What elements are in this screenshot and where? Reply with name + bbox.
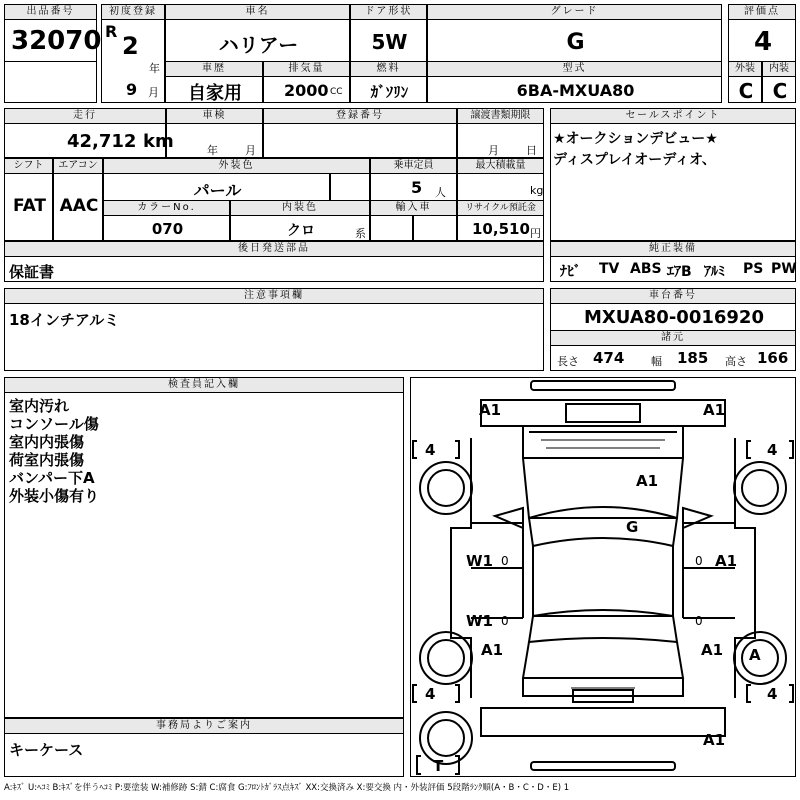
- tire-front-left: 4: [425, 441, 436, 459]
- transfer-day-unit: 日: [526, 144, 537, 157]
- capacity-unit: 人: [435, 186, 446, 199]
- office-note: キーケース: [9, 741, 84, 759]
- chassis-cell: [550, 303, 796, 331]
- ext-color-extra-cell: [330, 173, 370, 201]
- int-color-header: 内装色: [230, 200, 370, 216]
- shift-cell: [4, 173, 53, 241]
- reg-month: 9: [126, 80, 138, 99]
- insp-year-unit: 年: [207, 144, 218, 157]
- displacement-header: 排気量: [263, 61, 350, 77]
- mark-left-front-door: W1: [466, 552, 493, 570]
- tire-rear-right: 4: [767, 685, 778, 703]
- equip-alloy: ｱﾙﾐ: [704, 264, 725, 280]
- inspector-line-6: 外装小傷有り: [9, 487, 100, 505]
- mark-left-rear-door: W1: [466, 612, 493, 630]
- inspector-line-5: バンパー下A: [9, 469, 95, 487]
- inspector-line-3: 室内内張傷: [9, 433, 85, 451]
- car-name: ハリアー: [218, 33, 299, 57]
- sales-point-header: セールスポイント: [550, 108, 796, 124]
- mark-rear-bumper: A1: [703, 731, 726, 749]
- max-load-cell: [457, 173, 544, 201]
- chassis-header: 車台番号: [550, 288, 796, 304]
- width-label: 幅: [651, 355, 662, 368]
- inspection-cell: [166, 123, 263, 158]
- notes: 18インチアルミ: [9, 311, 120, 329]
- equip-airbag: ｴｱB: [667, 264, 692, 280]
- transfer-header: 譲渡書類期限: [457, 108, 544, 124]
- ext-color-cell: [103, 173, 330, 201]
- notes-cell: [4, 303, 544, 371]
- mark-right-rear-fender: A1: [701, 641, 724, 659]
- zero-left-rear: 0: [501, 614, 509, 628]
- capacity: 5: [411, 178, 423, 197]
- equip-pw: PW: [771, 261, 797, 277]
- shift-header: シフト: [4, 158, 53, 174]
- ac-cell: [53, 173, 103, 241]
- capacity-header: 乗車定員: [370, 158, 457, 174]
- year-unit: 年: [149, 62, 160, 75]
- mark-front-left: A1: [479, 401, 502, 419]
- exterior-grade: C: [738, 79, 754, 103]
- grade-cell: [427, 19, 722, 62]
- model-header: 型式: [427, 61, 722, 77]
- equip-ps: PS: [743, 261, 764, 277]
- lot-blank-cell: [4, 61, 97, 103]
- office-cell: [4, 733, 404, 777]
- history-header: 車歴: [165, 61, 263, 77]
- displacement: 2000: [284, 81, 329, 100]
- spare-tire: T: [433, 757, 444, 775]
- air-conditioner: AAC: [59, 196, 99, 216]
- sales-point-1: ★オークションデビュー★: [553, 131, 718, 147]
- import-header: 輸入車: [370, 200, 457, 216]
- mileage-header: 走行: [4, 108, 166, 124]
- cc-unit: CC: [330, 87, 343, 97]
- mark-right-rear-wheel: A: [749, 646, 761, 664]
- exterior-header: 外装: [728, 61, 762, 77]
- recycle-unit: 円: [530, 227, 541, 240]
- shift: FAT: [12, 196, 47, 216]
- displacement-cell: [263, 76, 350, 103]
- equipment-cell: [550, 256, 796, 282]
- max-load-header: 最大積載量: [457, 158, 544, 174]
- equip-abs: ABS: [630, 261, 662, 277]
- import-cell-a: [370, 215, 413, 241]
- int-color-unit: 系: [355, 227, 366, 240]
- history-cell: [165, 76, 263, 103]
- length: 474: [593, 349, 625, 367]
- era: R: [105, 22, 118, 41]
- notes-header: 注意事項欄: [4, 288, 544, 304]
- mileage-unit: km: [143, 131, 174, 152]
- reg-year: 2: [122, 32, 139, 60]
- length-label: 長さ: [557, 355, 579, 368]
- equipment-header: 純正装備: [550, 241, 796, 257]
- car-name-header: 車名: [165, 4, 350, 20]
- fuel-cell: [350, 76, 427, 103]
- color-no-cell: [103, 215, 230, 241]
- mileage-cell: [4, 123, 174, 158]
- inspector-line-1: 室内汚れ: [9, 397, 70, 415]
- zero-left-front: 0: [501, 554, 509, 568]
- legend: A:ｷｽﾞ U:ﾍｺﾐ B:ｷｽﾞを伴うﾍｺﾐ P:要塗装 W:補修跡 S:錆 C:腐食 G:ﾌﾛﾝﾄｶﾞﾗｽ点ｷｽﾞ XX:交換済み X:要交換 内・外装評価 5段階ﾗﾝｸ順(A・B・C・D・E) 1: [4, 783, 570, 793]
- mark-left-rear-fender: A1: [481, 641, 504, 659]
- score-header: 評価点: [728, 4, 796, 20]
- reg-no-header: 登録番号: [263, 108, 457, 124]
- max-load-unit: kg: [530, 184, 544, 197]
- zero-right-front: 0: [695, 554, 703, 568]
- int-color-cell: [230, 215, 370, 241]
- mileage: 42,712: [67, 131, 137, 152]
- width: 185: [677, 349, 709, 367]
- lot-no-cell: [4, 19, 102, 62]
- door-type: 5W: [371, 30, 408, 54]
- capacity-cell: [370, 173, 457, 201]
- insp-month-unit: 月: [245, 144, 256, 157]
- zero-right-rear: 0: [695, 614, 703, 628]
- month-unit: 月: [148, 86, 159, 99]
- reg-no-cell: [263, 123, 457, 158]
- height: 166: [757, 349, 789, 367]
- chassis-number: MXUA80-0016920: [584, 307, 764, 328]
- inspector-header: 検査員記入欄: [4, 377, 404, 393]
- recycle-cell: [457, 215, 544, 241]
- dims-header: 諸元: [550, 330, 796, 346]
- interior-header: 内装: [762, 61, 796, 77]
- import-cell-b: [413, 215, 457, 241]
- ext-color-header: 外装色: [103, 158, 370, 174]
- mark-front-right: A1: [703, 401, 726, 419]
- transfer-cell: [457, 123, 544, 158]
- later-parts-header: 後日発送部品: [4, 241, 544, 257]
- sales-point-cell: [550, 123, 796, 241]
- office-header: 事務局よりご案内: [4, 718, 404, 734]
- interior-grade: C: [772, 79, 788, 103]
- mark-hood: A1: [636, 472, 659, 490]
- damage-diagram: [410, 377, 796, 777]
- first-reg-cell: [101, 19, 165, 103]
- inspector-line-2: コンソール傷: [9, 415, 99, 433]
- equip-tv: TV: [599, 261, 620, 277]
- mark-windshield: G: [626, 518, 639, 536]
- model-cell: [427, 76, 722, 103]
- lot-number: 32070: [11, 26, 102, 56]
- color-no: 070: [151, 220, 184, 238]
- door-header: ドア形状: [350, 4, 427, 20]
- grade-header: グレード: [427, 4, 722, 20]
- first-reg-header: 初度登録: [101, 4, 165, 20]
- model-code: 6BA-MXUA80: [516, 81, 635, 100]
- inspector-line-4: 荷室内張傷: [9, 451, 85, 469]
- recycle-header: リサイクル預託金: [457, 200, 544, 216]
- score: 4: [753, 27, 773, 57]
- exterior-cell: [728, 76, 762, 103]
- height-label: 高さ: [725, 355, 747, 368]
- lot-no-header: 出品番号: [4, 4, 97, 20]
- score-cell: [728, 19, 796, 62]
- inspection-header: 車検: [166, 108, 263, 124]
- recycle-fee: 10,510: [472, 220, 530, 238]
- ac-header: エアコン: [53, 158, 103, 174]
- interior-cell: [762, 76, 796, 103]
- inspector-cell: [4, 392, 404, 718]
- grade: G: [566, 30, 585, 55]
- fuel-header: 燃料: [350, 61, 427, 77]
- sales-point-2: ディスプレイオーディオ、: [553, 152, 716, 168]
- int-color: クロ: [287, 223, 315, 239]
- history: 自家用: [188, 83, 242, 104]
- mark-right-front-door: A1: [715, 552, 738, 570]
- door-cell: [350, 19, 427, 62]
- equip-navi: ﾅﾋﾞ: [560, 264, 581, 280]
- color-no-header: カラーNo.: [103, 200, 230, 216]
- transfer-month-unit: 月: [488, 144, 499, 157]
- fuel: ｶﾞｿﾘﾝ: [370, 83, 409, 101]
- car-name-cell: [165, 19, 350, 62]
- ext-color: パール: [193, 181, 242, 200]
- tire-rear-left: 4: [425, 685, 436, 703]
- dims-cell: [550, 345, 796, 371]
- car-outline-svg: [411, 378, 795, 776]
- later-parts: 保証書: [9, 263, 55, 281]
- tire-front-right: 4: [767, 441, 778, 459]
- later-parts-cell: [4, 256, 544, 282]
